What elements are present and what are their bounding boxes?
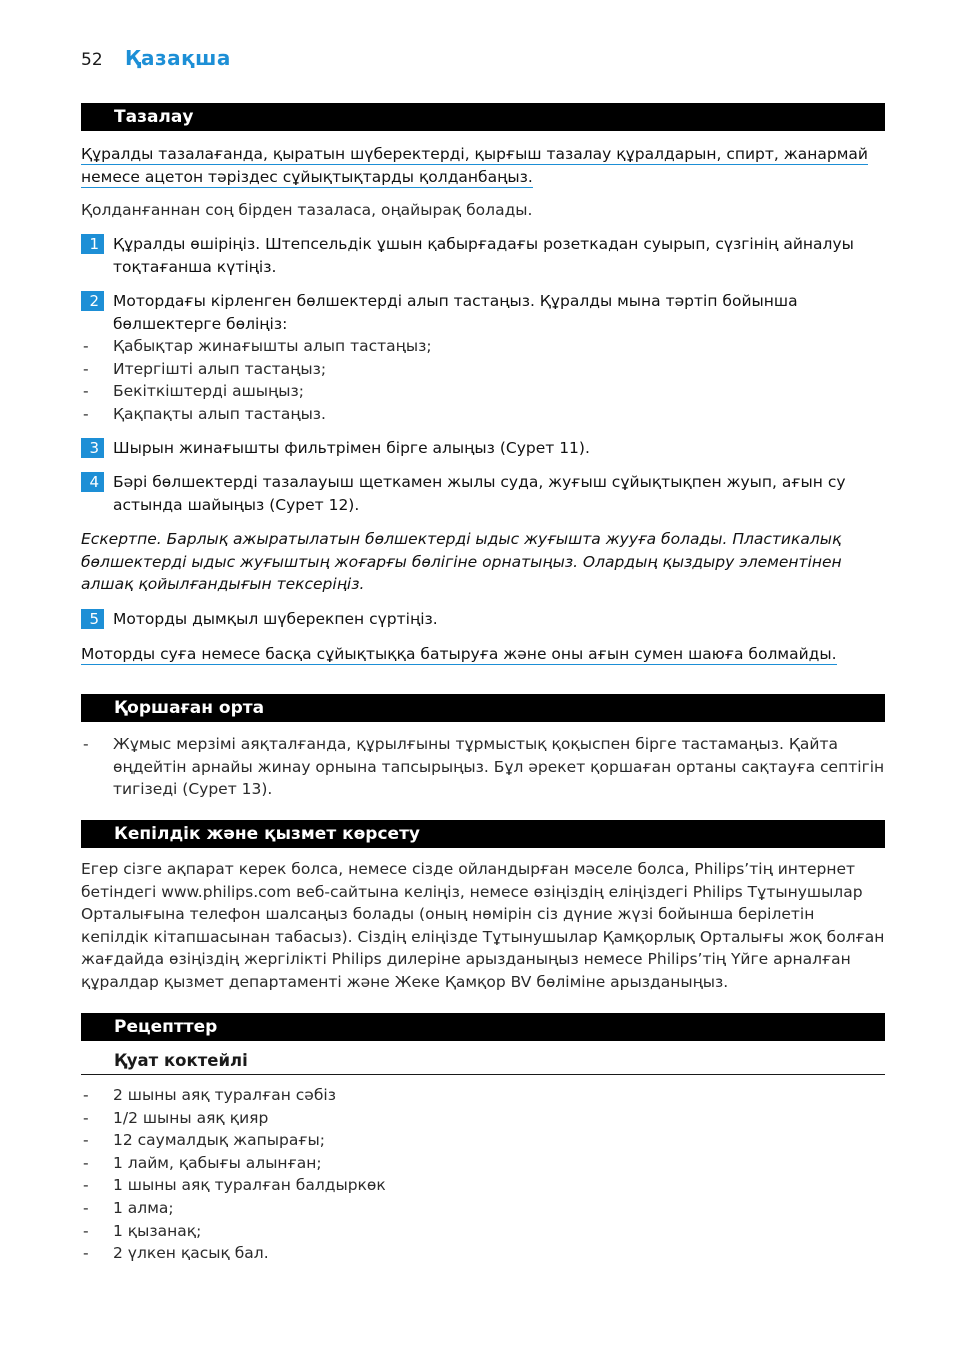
step-4 [81,471,885,516]
section-heading-recipes: Рецепттер [81,1013,885,1041]
list-item: - 1 шыны аяқ туралған балдыркөк [81,1174,885,1197]
step-3 [81,437,885,460]
cleaning-intro: Қолданғаннан соң бірден тазаласа, оңайырақ болады. [81,201,533,219]
page-number: 52 [81,50,103,70]
guarantee-text: Егер сізге ақпарат керек болса, немесе сізде ойландырған мәселе болса, Philips’тің интернет бетіндегі www.philips.com веб-сайтына келіңіз, немесе өзіңіздің еліңіздегі Philips Тұтынушылар Орталығына телефон шалсаңыз болады (оның нөмірін сіз дүние жүзі бойынша берілетін кепілдік кітапшасынан табасыз). Сіздің еліңізде Тұтынушылар Қамқорлық Орталығы жоқ болған жағдайда өзіңіздің жергілікті Philips дилеріне арызданыңыз немесе Philips’тің Үйге арналған құралдар қызмет департаменті және Жеке Қамқор BV бөліміне арызданыңыз. [81,860,885,991]
list-item: - Итергішті алып тастаңыз; [81,358,885,381]
environment-text: Жұмыс мерзімі аяқталғанда, құрылғыны тұрмыстық қоқыспен бірге тастамаңыз. Қайта өңдейтін арнайы жинау орнына тапсырыңыз. Бұл әрекет қоршаған ортаны сақтауға септігін тигізеді (Сурет 13). [113,735,885,798]
step-number-badge: 3 [81,438,104,458]
environment-item [81,733,885,801]
step-1 [81,233,885,278]
list-item: - 1 лайм, қабығы алынған; [81,1152,885,1175]
list-item: - 2 шыны аяқ туралған сәбіз [81,1084,885,1107]
recipe-title: Қуат коктейлі [81,1049,885,1075]
step-number-badge: 4 [81,472,104,492]
step-text: Бәрі бөлшектерді тазалауыш щеткамен жылы суда, жуғыш сұйықтықпен жуып, ағын су астында шайыңыз (Сурет 12). [113,473,846,514]
step-text: Құралды өшіріңіз. Штепсельдік ұшын қабырғадағы розеткадан суырып, сүзгінің айналуы тоқтағанша күтіңіз. [113,235,854,276]
motor-warning [81,643,881,666]
list-item: - 1/2 шыны аяқ қияр [81,1107,885,1130]
section-heading-cleaning: Тазалау [81,103,885,131]
list-item: - 1 қызанақ; [81,1220,885,1243]
ingredients-list [81,1084,885,1265]
disassembly-list [81,335,885,425]
step-text: Моторды дымқыл шүберекпен сүртіңіз. [113,610,438,628]
section-heading-guarantee: Кепілдік және қызмет көрсету [81,820,885,848]
list-item: - 12 саумалдық жапырағы; [81,1129,885,1152]
step-text: Шырын жинағышты фильтрімен бірге алыңыз (Сурет 11). [113,439,590,457]
section-heading-environment: Қоршаған орта [81,694,885,722]
bullet-dash: - [83,735,89,753]
dishwasher-note: Ескертпе. Барлық ажыратылатын бөлшектерді ыдыс жуғышта жууға болады. Пластикалық бөлшектерді ыдыс жуғыштың жоғарғы бөлігіне орнатыңыз. Олардың қыздыру элементінен алшақ қойылғандығын тексеріңіз. [81,530,842,593]
cleaning-warning-line-2: немесе ацетон тәріздес сұйықтықтарды қолданбаңыз. [81,167,533,186]
step-5 [81,608,885,631]
cleaning-warning-line-1: Құралды тазалағанда, қыратын шүберектерді, қырғыш тазалау құралдарын, спирт, жанармай [81,145,868,163]
step-number-badge: 5 [81,609,104,629]
cleaning-warning [81,143,881,188]
step-2 [81,290,885,335]
list-item: - 1 алма; [81,1197,885,1220]
motor-warning-text: Моторды суға немесе басқа сұйықтыққа батыруға және оны ағын сумен шаюға болмайды. [81,645,837,663]
step-number-badge: 2 [81,291,104,311]
step-number-badge: 1 [81,234,104,254]
list-item: - Қабықтар жинағышты алып тастаңыз; [81,335,885,358]
list-item: - 2 үлкен қасық бал. [81,1242,885,1265]
step-text: Мотордағы кірленген бөлшектерді алып тастаңыз. Құралды мына тәртіп бойынша бөлшектерге бөліңіз: [113,292,798,333]
language-title: Қазақша [125,46,231,70]
list-item: - Бекіткіштерді ашыңыз; [81,380,885,403]
list-item: - Қақпақты алып тастаңыз. [81,403,885,426]
